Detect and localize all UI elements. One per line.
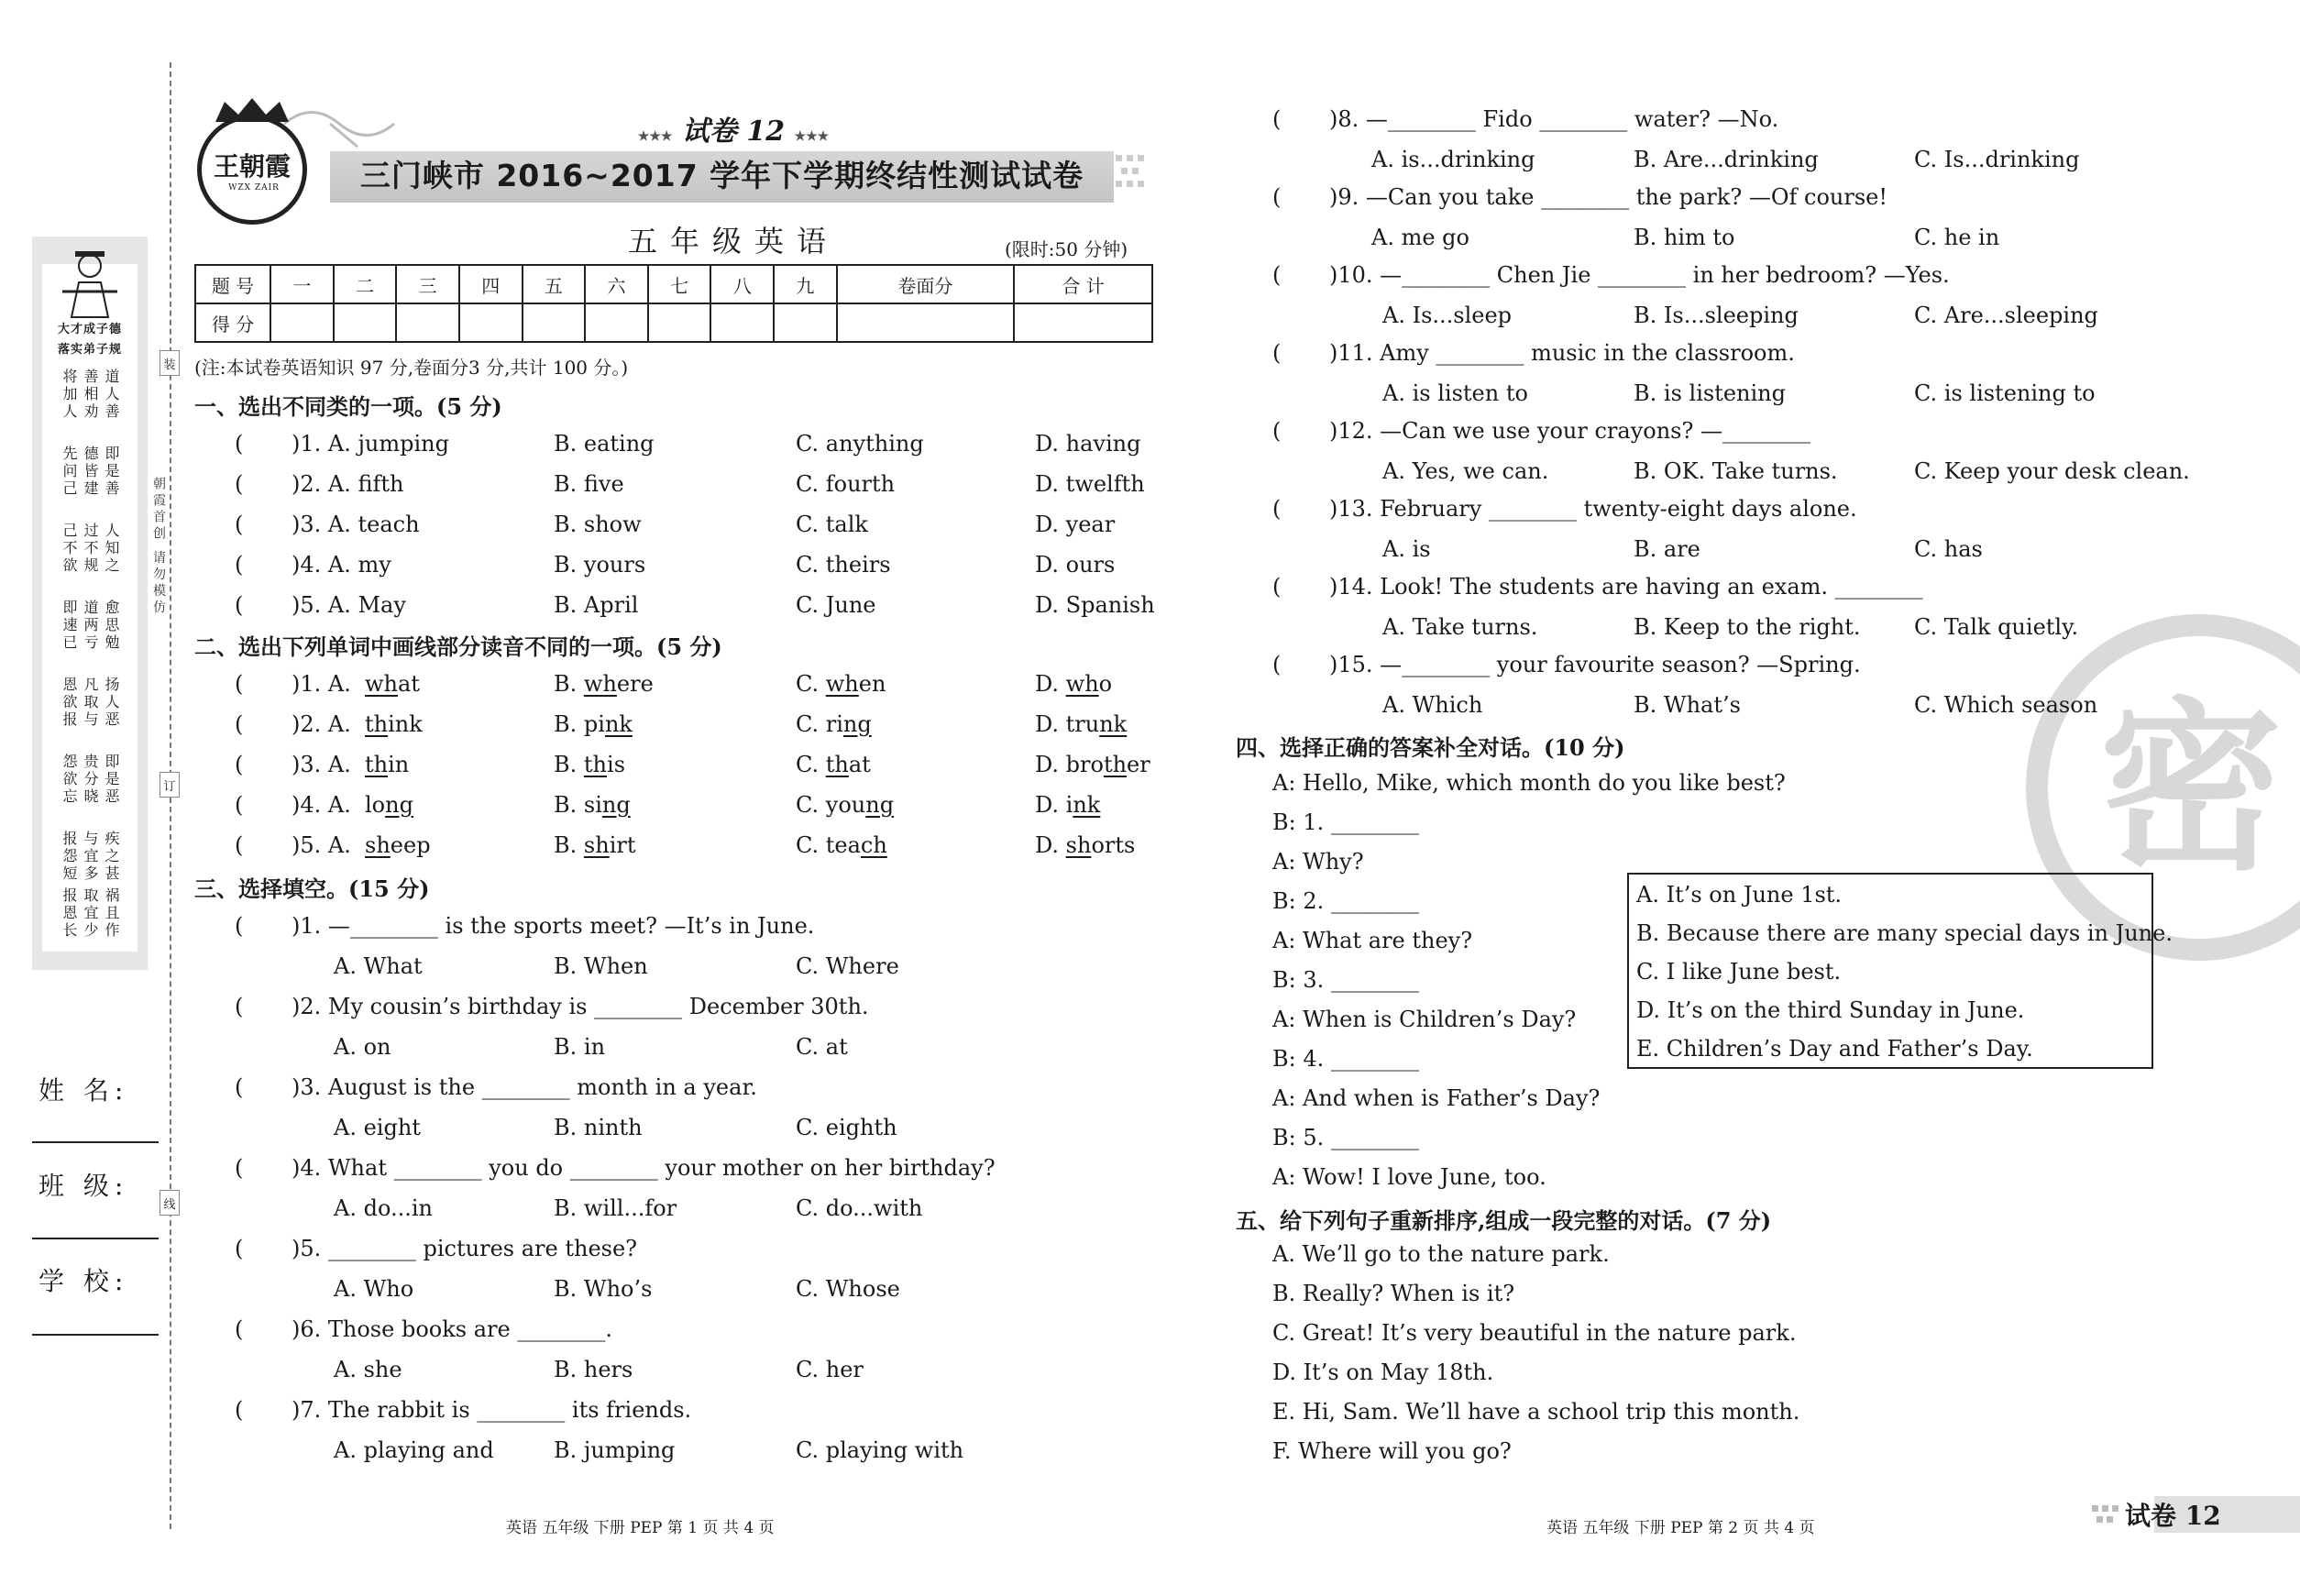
dialogue-line[interactable]: B: 5. ________ (1272, 1125, 1419, 1150)
score-cell[interactable] (648, 303, 711, 342)
motto-line2: 落实弟子规 (57, 343, 122, 357)
answer-paren[interactable]: ( (235, 994, 244, 1019)
paper-label: 试卷 (681, 116, 737, 148)
proverb-col: 报怨短 (61, 831, 78, 883)
proverb-col: 恩欲报 (61, 677, 78, 729)
section2-title: 二、选出下列单词中画线部分读音不同的一项。(5 分) (194, 633, 722, 660)
proverb-col: 过不规 (82, 523, 99, 575)
s3-q13-b: B. are (1634, 536, 1700, 562)
s3-q13-c: C. has (1914, 536, 1983, 562)
s3-q3-c: C. eighth (796, 1115, 897, 1140)
footer-right: 英语 五年级 下册 PEP 第 2 页 共 4 页 (1546, 1519, 1815, 1537)
s3-q4-c: C. do...with (796, 1195, 923, 1221)
section4-title: 四、选择正确的答案补全对话。(10 分) (1236, 734, 1625, 761)
proverb-col: 即速已 (61, 600, 78, 652)
s3-q13-a: A. is (1382, 536, 1431, 562)
dialogue-line: A: What are they? (1272, 928, 1473, 953)
s3-q2-a: A. on (334, 1034, 391, 1060)
s2-q5-a: sheep (365, 832, 431, 858)
s3-q8-b: B. Are...drinking (1634, 147, 1819, 172)
answer-paren[interactable]: ( (235, 752, 244, 777)
s1-q5-a: )5. A. May (292, 592, 406, 618)
proverb-col: 德皆建 (82, 446, 99, 498)
s3-q12-a: A. Yes, we can. (1382, 458, 1549, 484)
score-table-cell: 卷面分 (837, 265, 1014, 303)
score-cell[interactable] (774, 303, 837, 342)
s3-q9-a: A. me go (1371, 225, 1469, 250)
paper-number: 12 (746, 116, 786, 148)
answer-paren[interactable]: ( (1272, 574, 1282, 600)
section3-title: 三、选择填空。(15 分) (194, 875, 430, 902)
answer-paren[interactable]: ( (1272, 184, 1282, 210)
s1-q1-d: D. having (1035, 431, 1141, 457)
s3-q4-b: B. will...for (554, 1195, 677, 1221)
s3-q2-b: B. in (554, 1034, 606, 1060)
s2-q1-a: what (365, 671, 420, 697)
s3-q3-b: B. ninth (554, 1115, 643, 1140)
cut-mark: 线 (160, 1190, 180, 1216)
answer-paren[interactable]: ( (235, 1074, 244, 1100)
s2-q1-num: )1. A. (292, 671, 351, 697)
dialogue-line[interactable]: B: 3. ________ (1272, 967, 1419, 993)
answer-paren[interactable]: ( (235, 1236, 244, 1261)
s3-q13: )13. February ________ twenty-eight days alone. (1329, 496, 1857, 522)
stars-left: ★★★ (637, 129, 673, 144)
s1-q3-d: D. year (1035, 512, 1116, 537)
s3-q15-a: A. Which (1382, 692, 1483, 718)
copyright-note: 朝霞首创 请勿模仿 (151, 477, 166, 617)
s3-q7-c: C. playing with (796, 1437, 964, 1463)
proverb-col: 道人善 (103, 369, 120, 421)
s2-q4-num: )4. A. (292, 792, 351, 818)
s3-q10-c: C. Are...sleeping (1914, 303, 2098, 328)
s3-q9-c: C. he in (1914, 225, 2000, 250)
score-table-cell: 二 (334, 265, 397, 303)
score-table-cell: 八 (710, 265, 774, 303)
s1-q2-d: D. twelfth (1035, 471, 1145, 497)
s2-q4-b: B. sing (554, 792, 631, 818)
answer-paren[interactable]: ( (235, 552, 244, 578)
s3-q2: )2. My cousin’s birthday is ________ December 30th. (292, 994, 869, 1019)
score-table-cell: 一 (270, 265, 334, 303)
proverb-block-6 (48, 754, 132, 806)
school-label: 学 校: (39, 1266, 129, 1296)
s2-q1-b: B. where (554, 671, 654, 697)
school-field[interactable] (32, 1334, 159, 1336)
s1-q5-d: D. Spanish (1035, 592, 1155, 618)
proverb-block-2 (48, 446, 132, 498)
s2-q4-d: D. ink (1035, 792, 1101, 818)
answer-option: A. It’s on June 1st. (1636, 882, 1843, 908)
s3-q11-c: C. is listening to (1914, 380, 2096, 406)
s1-q4-d: D. ours (1035, 552, 1116, 578)
s3-q8: )8. —________ Fido ________ water? —No. (1329, 106, 1779, 132)
s2-q2-b: B. pink (554, 711, 633, 737)
answer-paren[interactable]: ( (235, 512, 244, 537)
proverb-block-5 (48, 677, 132, 729)
score-table-cell: 五 (523, 265, 586, 303)
answer-option: B. Because there are many special days in June. (1636, 920, 2173, 946)
answer-paren[interactable]: ( (235, 913, 244, 939)
score-cell[interactable] (459, 303, 523, 342)
dialogue-line: A: And when is Father’s Day? (1272, 1085, 1601, 1111)
s3-q12: )12. —Can we use your crayons? —________ (1329, 418, 1810, 444)
proverb-col: 怨欲忘 (61, 754, 78, 806)
s1-q1-c: C. anything (796, 431, 924, 457)
score-table-cell: 得 分 (195, 303, 270, 342)
s3-q2-c: C. at (796, 1034, 848, 1060)
dialogue-line[interactable]: B: 2. ________ (1272, 888, 1419, 914)
score-cell[interactable] (270, 303, 334, 342)
s3-q15-c: C. Which season (1914, 692, 2098, 718)
s3-q9: )9. —Can you take ________ the park? —Of course! (1329, 184, 1887, 210)
answer-paren[interactable]: ( (1272, 418, 1282, 444)
proverb-col: 善相劝 (82, 369, 99, 421)
s2-q2-a: think (365, 711, 423, 737)
s3-q14-c: C. Talk quietly. (1914, 614, 2079, 640)
proverb-block-8 (48, 887, 132, 940)
proverb-col: 疾之甚 (103, 831, 120, 883)
s3-q9-b: B. him to (1634, 225, 1735, 250)
answer-paren[interactable]: ( (235, 431, 244, 457)
corner-paper-label: 试卷 12 (2125, 1501, 2221, 1531)
answer-paren[interactable]: ( (235, 592, 244, 618)
score-table (194, 264, 1153, 343)
s2-q2-c: C. ring (796, 711, 872, 737)
s3-q7-a: A. playing and (334, 1437, 494, 1463)
dialogue-line: A: Wow! I love June, too. (1272, 1164, 1546, 1190)
class-field[interactable] (32, 1238, 159, 1239)
paper-number-label (623, 108, 843, 149)
dialogue-line[interactable]: B: 4. ________ (1272, 1046, 1419, 1072)
score-table-score-row (195, 303, 1152, 342)
s1-q5-b: B. April (554, 592, 639, 618)
s1-q1-b: B. eating (554, 431, 655, 457)
s2-q3-b: B. this (554, 752, 626, 777)
s1-q3-c: C. talk (796, 512, 868, 537)
dialogue-line: A: Why? (1272, 849, 1364, 875)
s2-q1-d: D. who (1035, 671, 1113, 697)
dialogue-line[interactable]: B: 1. ________ (1272, 809, 1419, 835)
answer-paren[interactable]: ( (235, 1397, 244, 1423)
s2-q3-num: )3. A. (292, 752, 351, 777)
proverb-col: 人知之 (103, 523, 120, 575)
reorder-line: B. Really? When is it? (1272, 1281, 1515, 1306)
corner-dots-icon (2092, 1503, 2123, 1527)
answer-paren[interactable]: ( (235, 471, 244, 497)
proverb-col: 将加人 (61, 369, 78, 421)
dialogue-line: A: Hello, Mike, which month do you like best? (1272, 770, 1786, 796)
s2-q5-num: )5. A. (292, 832, 351, 858)
score-table-cell: 题 号 (195, 265, 270, 303)
motto-line1: 大才成子德 (57, 323, 122, 336)
score-table-cell: 九 (774, 265, 837, 303)
proverb-block-7 (48, 831, 132, 883)
proverb-col: 扬人恶 (103, 677, 120, 729)
score-cell[interactable] (334, 303, 397, 342)
answer-paren[interactable]: ( (1272, 106, 1282, 132)
s3-q12-b: B. OK. Take turns. (1634, 458, 1838, 484)
reorder-line: E. Hi, Sam. We’ll have a school trip this month. (1272, 1399, 1800, 1425)
answer-paren[interactable]: ( (1272, 496, 1282, 522)
answer-paren[interactable]: ( (235, 792, 244, 818)
answer-option: D. It’s on the third Sunday in June. (1636, 997, 2025, 1023)
score-table-header-row (195, 265, 1152, 303)
s3-q10-a: A. Is...sleep (1382, 303, 1513, 328)
s3-q1-b: B. When (554, 953, 648, 979)
s3-q3-a: A. eight (334, 1115, 421, 1140)
answer-paren[interactable]: ( (235, 711, 244, 737)
s1-q2-c: C. fourth (796, 471, 896, 497)
s2-q1-c: C. when (796, 671, 886, 697)
s3-q5: )5. ________ pictures are these? (292, 1236, 638, 1261)
proverb-col: 贵分晓 (82, 754, 99, 806)
stars-right: ★★★ (794, 129, 830, 144)
cut-mark: 订 (160, 772, 180, 798)
name-label: 姓 名: (39, 1075, 129, 1106)
proverb-col: 取宜少 (82, 887, 99, 940)
s3-q6-a: A. she (334, 1357, 402, 1382)
reorder-line: C. Great! It’s very beautiful in the nature park. (1272, 1320, 1797, 1346)
s3-q1-c: C. Where (796, 953, 899, 979)
s3-q5-b: B. Who’s (554, 1276, 653, 1302)
s2-q5-d: D. shorts (1035, 832, 1136, 858)
s3-q6-b: B. hers (554, 1357, 633, 1382)
proverb-block-1 (48, 369, 132, 421)
s2-q3-c: C. that (796, 752, 871, 777)
s3-q4: )4. What ________ you do ________ your mother on her birthday? (292, 1155, 996, 1181)
s2-q5-c: C. teach (796, 832, 887, 858)
proverb-block-3 (48, 523, 132, 575)
score-table-cell: 三 (396, 265, 459, 303)
answer-paren[interactable]: ( (235, 1316, 244, 1342)
s1-q5-c: C. June (796, 592, 876, 618)
s3-q7-b: B. jumping (554, 1437, 676, 1463)
cut-mark: 装 (160, 350, 180, 376)
answer-paren[interactable]: ( (235, 1155, 244, 1181)
s2-q5-b: B. shirt (554, 832, 636, 858)
scoring-note: (注:本试卷英语知识 97 分,卷面分3 分,共计 100 分。) (194, 357, 629, 379)
s3-q11-b: B. is listening (1634, 380, 1786, 406)
proverb-col: 即是善 (103, 446, 120, 498)
s3-q1: )1. —________ is the sports meet? —It’s in June. (292, 913, 815, 939)
s1-q4-c: C. theirs (796, 552, 891, 578)
proverb-col: 愈思勉 (103, 600, 120, 652)
time-limit: (限时:50 分钟) (1005, 238, 1128, 260)
reorder-line: F. Where will you go? (1272, 1438, 1512, 1464)
score-table-cell: 七 (648, 265, 711, 303)
s3-q10-b: B. Is...sleeping (1634, 303, 1799, 328)
footer-left: 英语 五年级 下册 PEP 第 1 页 共 4 页 (506, 1519, 775, 1537)
proverb-block-4 (48, 600, 132, 652)
s3-q15: )15. —________ your favourite season? —Spring. (1329, 652, 1861, 677)
proverb-col: 即是恶 (103, 754, 120, 806)
answer-option: E. Children’s Day and Father’s Day. (1636, 1036, 2033, 1062)
s2-q3-d: D. brother (1035, 752, 1150, 777)
answer-paren[interactable]: ( (235, 671, 244, 697)
s3-q10: )10. —________ Chen Jie ________ in her bedroom? —Yes. (1329, 262, 1950, 288)
s2-q2-d: D. trunk (1035, 711, 1128, 737)
section1-title: 一、选出不同类的一项。(5 分) (194, 393, 502, 420)
proverb-col: 与宜多 (82, 831, 99, 883)
scholar-figure-icon (53, 246, 127, 319)
s1-q2-b: B. five (554, 471, 624, 497)
s2-q3-a: thin (365, 752, 410, 777)
s1-q2-a: )2. A. fifth (292, 471, 404, 497)
proverb-col: 己不欲 (61, 523, 78, 575)
score-cell[interactable] (585, 303, 648, 342)
banner-dots-icon (1114, 151, 1150, 203)
s3-q5-c: C. Whose (796, 1276, 900, 1302)
score-table-cell: 合 计 (1014, 265, 1152, 303)
s3-q6-c: C. her (796, 1357, 864, 1382)
s1-q4-b: B. yours (554, 552, 646, 578)
s3-q14-a: A. Take turns. (1382, 614, 1538, 640)
s3-q5-a: A. Who (334, 1276, 414, 1302)
reorder-line: A. We’ll go to the nature park. (1272, 1241, 1610, 1267)
class-label: 班 级: (39, 1171, 129, 1201)
score-cell[interactable] (837, 303, 1014, 342)
s3-q8-a: A. is...drinking (1371, 147, 1535, 172)
proverb-col: 凡取与 (82, 677, 99, 729)
exam-title: 三门峡市 2016~2017 学年下学期终结性测试试卷 (359, 158, 1084, 193)
s1-q4-a: )4. A. my (292, 552, 391, 578)
confidential-seal-glyph: 密 (2098, 682, 2283, 896)
s2-q4-c: C. young (796, 792, 895, 818)
dialogue-line: A: When is Children’s Day? (1272, 1007, 1577, 1032)
subject-title: 五年级英语 (627, 224, 839, 259)
answer-paren[interactable]: ( (1272, 262, 1282, 288)
s3-q1-a: A. What (334, 953, 423, 979)
proverb-col: 报恩长 (61, 887, 78, 940)
proverb-col: 祸且作 (103, 887, 120, 940)
score-table-cell: 六 (585, 265, 648, 303)
name-field[interactable] (32, 1141, 159, 1143)
s3-q14-b: B. Keep to the right. (1634, 614, 1861, 640)
crown-icon (206, 96, 298, 124)
s1-q1-a: )1. A. jumping (292, 431, 449, 457)
answer-paren[interactable]: ( (1272, 652, 1282, 677)
s1-q3-a: )3. A. teach (292, 512, 420, 537)
s3-q4-a: A. do...in (334, 1195, 433, 1221)
s3-q7: )7. The rabbit is ________ its friends. (292, 1397, 692, 1423)
reorder-line: D. It’s on May 18th. (1272, 1359, 1494, 1385)
answer-paren[interactable]: ( (235, 832, 244, 858)
answer-paren[interactable]: ( (1272, 340, 1282, 366)
score-cell[interactable] (396, 303, 459, 342)
s3-q11: )11. Amy ________ music in the classroom. (1329, 340, 1795, 366)
score-cell[interactable] (1014, 303, 1152, 342)
section5-title: 五、给下列句子重新排序,组成一段完整的对话。(7 分) (1236, 1207, 1772, 1234)
s3-q15-b: B. What’s (1634, 692, 1741, 718)
proverb-col: 先问己 (61, 446, 78, 498)
s2-q4-a: long (365, 792, 413, 818)
score-cell[interactable] (523, 303, 586, 342)
logo-text: 王朝霞 (213, 151, 291, 182)
s3-q6: )6. Those books are ________. (292, 1316, 612, 1342)
s1-q3-b: B. show (554, 512, 642, 537)
answer-option: C. I like June best. (1636, 959, 1842, 985)
score-table-cell: 四 (459, 265, 523, 303)
s2-q2-num: )2. A. (292, 711, 351, 737)
s3-q3: )3. August is the ________ month in a year. (292, 1074, 757, 1100)
s3-q14: )14. Look! The students are having an exam. ________ (1329, 574, 1923, 600)
score-cell[interactable] (710, 303, 774, 342)
s3-q11-a: A. is listen to (1382, 380, 1528, 406)
s3-q8-c: C. Is...drinking (1914, 147, 2080, 172)
s3-q12-c: C. Keep your desk clean. (1914, 458, 2190, 484)
proverb-col: 道两亏 (82, 600, 99, 652)
logo-subtext: WZX ZAIR (228, 183, 280, 193)
